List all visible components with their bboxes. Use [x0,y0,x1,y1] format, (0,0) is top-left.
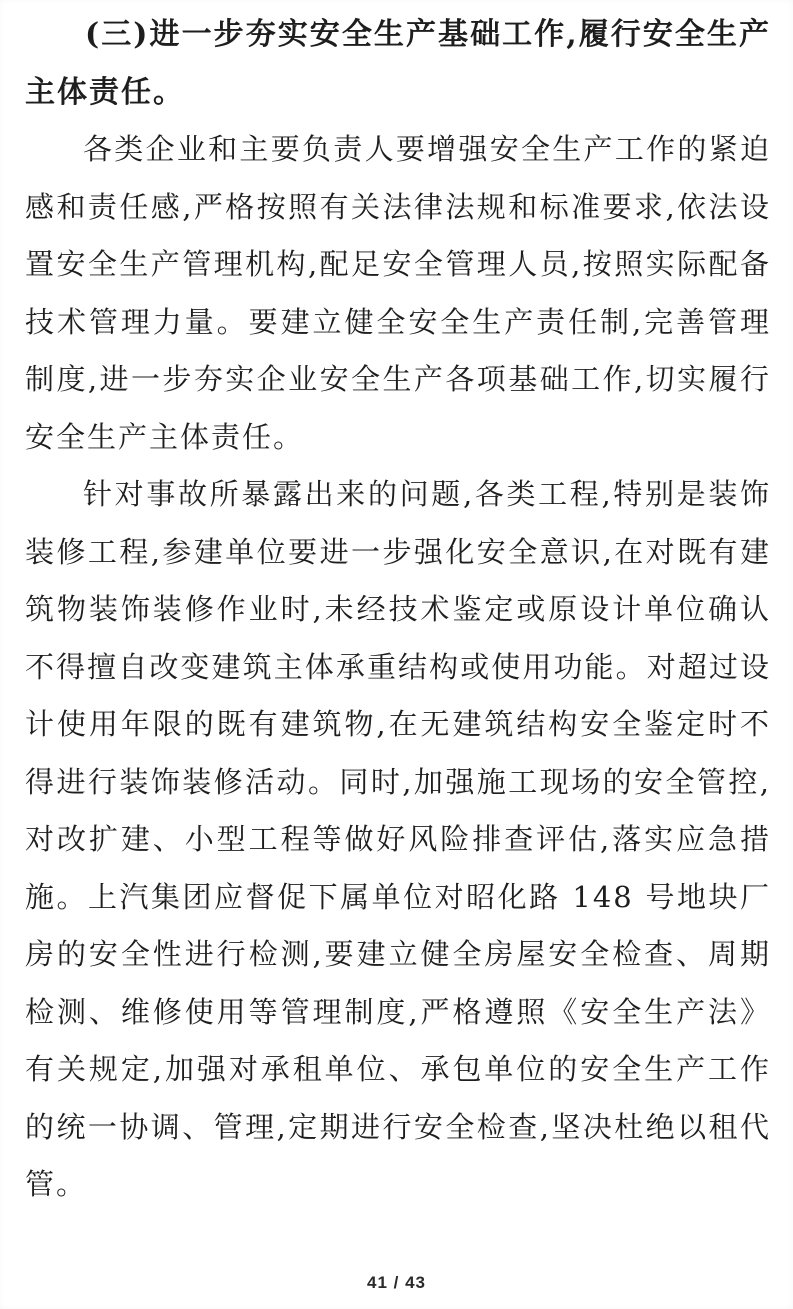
page-number: 41 / 43 [367,1273,426,1292]
paragraph-safety-responsibility: 各类企业和主要负责人要增强安全生产工作的紧迫感和责任感,严格按照有关法律法规和标准要求,依法设置安全生产管理机构,配足安全管理人员,按照实际配备技术管理力量。要建立健全安全生产责任制,完善管理制度,进一步夯实企业安全生产各项基础工作,切实履行安全生产主体责任。 [25,132,771,454]
paragraph-incident-measures: 针对事故所暴露出来的问题,各类工程,特别是装饰装修工程,参建单位要进一步强化安全意识,在对既有建筑物装饰装修作业时,未经技术鉴定或原设计单位确认不得擅自改变建筑主体承重结构或使用功能。对超过设计使用年限的既有建筑物,在无建筑结构安全鉴定时不得进行装饰装修活动。同时,加强施工现场的安全管控,对改扩建、小型工程等做好风险排查评估,落实应急措施。上汽集团应督促下属单位对昭化路 148 号地块厂房的安全性进行检测,要建立健全房屋安全检查、周期检测、维修使用等管理制度,严格遵照《安全生产法》有关规定,加强对承租单位、承包单位的安全生产工作的统一协调、管理,定期进行安全检查,坚决杜绝以租代管。 [25,477,771,1201]
section-heading: (三)进一步夯实安全生产基础工作,履行安全生产主体责任。 [25,17,771,110]
